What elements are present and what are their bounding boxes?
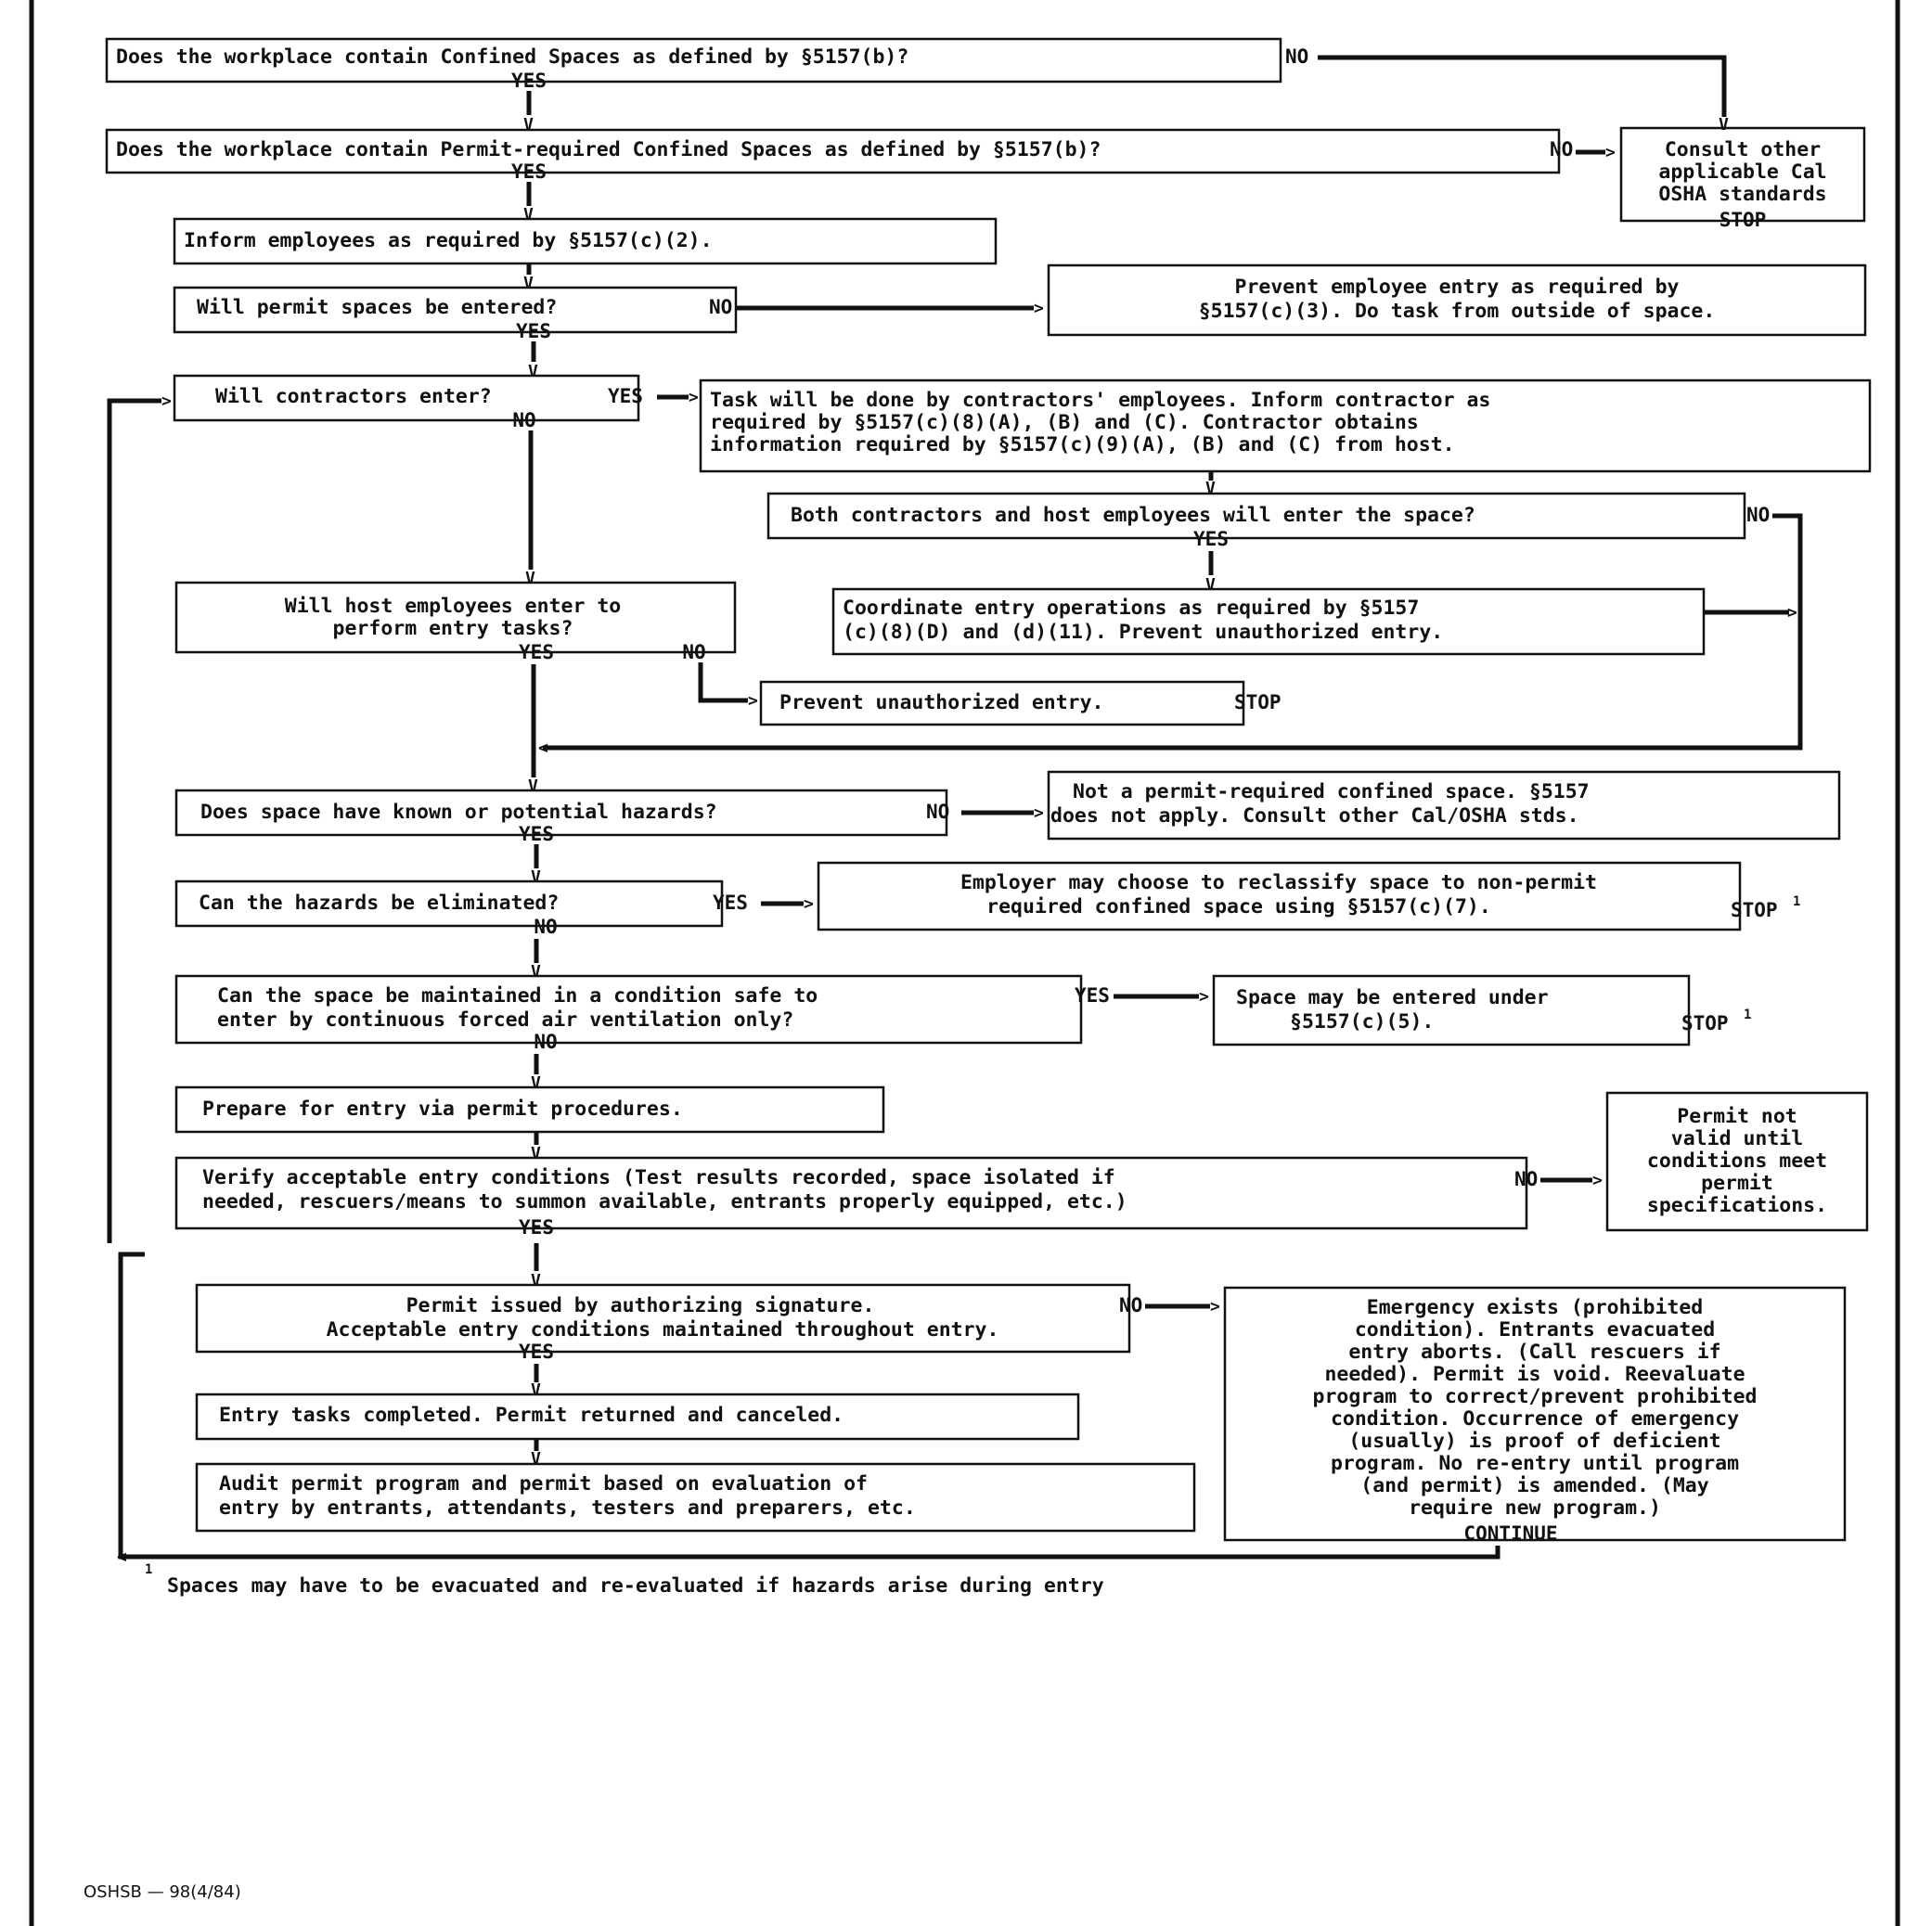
text-emergency-6: condition. Occurrence of emergency	[1330, 1407, 1740, 1431]
arrowhead-consult-top: V	[1719, 115, 1729, 135]
label-no-permit-issued: NO	[1119, 1294, 1143, 1316]
text-emergency-3: entry aborts. (Call rescuers if	[1348, 1341, 1721, 1364]
arrowhead-coordinate-bus: >	[1787, 603, 1797, 623]
arrowhead-permit-issued: V	[531, 1271, 541, 1290]
text-emergency-1: Emergency exists (prohibited	[1366, 1296, 1704, 1319]
arrowhead-audit: V	[531, 1449, 541, 1469]
arrowhead-merge-left: <	[538, 738, 548, 758]
label-no-q-both: NO	[1746, 504, 1771, 526]
text-consult-1: Consult other	[1664, 138, 1822, 161]
arrowhead-completed: V	[531, 1380, 541, 1400]
text-contractor-task-2: required by §5157(c)(8)(A), (B) and (C). Contractor obtains	[710, 411, 1419, 434]
text-consult-3: OSHA standards	[1658, 183, 1827, 206]
text-reclassify-1: Employer may choose to reclassify space to non-permit	[960, 871, 1598, 894]
label-stop-reclassify-sup: 1	[1793, 894, 1801, 909]
label-yes-q-eliminate: YES	[713, 892, 748, 914]
connector-q-confined-no	[1318, 58, 1724, 117]
text-q-both-1: Both contractors and host employees will enter the space?	[791, 504, 1475, 527]
label-stop-consult: STOP	[1719, 209, 1767, 231]
text-not-permit-2: does not apply. Consult other Cal/OSHA stds.	[1050, 804, 1579, 828]
label-no-q-hazards: NO	[926, 801, 950, 823]
arrowhead-loop-left: <	[117, 1547, 127, 1567]
label-yes-permit-issued: YES	[519, 1341, 554, 1363]
text-prevent-unauth-1: Prevent unauthorized entry.	[779, 691, 1104, 714]
text-completed-1: Entry tasks completed. Permit returned and canceled.	[219, 1404, 844, 1427]
text-emergency-5: program to correct/prevent prohibited	[1312, 1385, 1758, 1408]
label-yes-verify: YES	[519, 1216, 554, 1239]
label-yes-q-permit: YES	[511, 160, 547, 183]
arrowhead-prepare: V	[531, 1073, 541, 1093]
label-stop-enter-c5: STOP	[1681, 1012, 1729, 1034]
label-yes-q-both: YES	[1193, 528, 1229, 550]
connector-q-host-no	[701, 662, 748, 700]
label-yes-q-host: YES	[519, 641, 554, 663]
text-contractor-task-3: information required by §5157(c)(9)(A), (B) and (C) from host.	[710, 433, 1455, 456]
text-q-entered-1: Will permit spaces be entered?	[197, 296, 558, 319]
arrowhead-verify: V	[531, 1144, 541, 1163]
label-no-q-eliminate: NO	[534, 916, 558, 938]
arrowhead-enter-c5: >	[1199, 987, 1209, 1007]
arrowhead-q-host: V	[525, 569, 535, 588]
arrowhead-consult-left: >	[1605, 143, 1616, 162]
label-continue-emergency: CONTINUE	[1463, 1522, 1558, 1545]
arrowhead-prevent-entry: >	[1034, 299, 1044, 318]
label-no-q-ventilation: NO	[534, 1031, 558, 1053]
arrowhead-coordinate: V	[1205, 575, 1216, 595]
text-not-valid-1: Permit not	[1677, 1105, 1797, 1128]
text-contractor-task-1: Task will be done by contractors' employees. Inform contractor as	[710, 389, 1491, 412]
arrowhead-prevent-unauth: >	[748, 691, 758, 711]
text-permit-issued-2: Acceptable entry conditions maintained throughout entry.	[326, 1318, 999, 1342]
text-enter-c5-1: Space may be entered under	[1236, 986, 1549, 1009]
form-id: OSHSB — 98(4/84)	[84, 1882, 241, 1902]
text-q-ventilation-2: enter by continuous forced air ventilation only?	[217, 1008, 794, 1032]
text-emergency-10: require new program.)	[1409, 1496, 1661, 1520]
label-no-q-host: NO	[682, 641, 706, 663]
arrowhead-q-eliminate: V	[531, 867, 541, 887]
text-q-permit-1: Does the workplace contain Permit-required Confined Spaces as defined by §5157(b)?	[116, 138, 1101, 161]
text-not-permit-1: Not a permit-required confined space. §5157	[1073, 780, 1590, 803]
arrowhead-contractor-task: >	[689, 388, 699, 407]
text-coordinate-1: Coordinate entry operations as required by §5157	[843, 597, 1420, 620]
label-stop-reclassify: STOP	[1731, 899, 1778, 921]
text-verify-1: Verify acceptable entry conditions (Test results recorded, space isolated if	[202, 1166, 1115, 1189]
arrowhead-q-hazards: V	[528, 777, 538, 796]
text-not-valid-5: specifications.	[1646, 1194, 1828, 1217]
text-q-contractors-1: Will contractors enter?	[215, 385, 492, 408]
text-enter-c5-2: §5157(c)(5).	[1290, 1010, 1435, 1034]
text-q-confined-1: Does the workplace contain Confined Spaces as defined by §5157(b)?	[116, 45, 909, 69]
text-prepare-1: Prepare for entry via permit procedures.	[202, 1098, 683, 1121]
text-audit-2: entry by entrants, attendants, testers and preparers, etc.	[219, 1496, 916, 1520]
arrowhead-inform: V	[523, 205, 534, 225]
label-yes-q-entered: YES	[516, 320, 551, 342]
label-stop-enter-c5-sup: 1	[1744, 1008, 1752, 1022]
text-permit-issued-1: Permit issued by authorizing signature.	[406, 1294, 875, 1317]
text-q-host-1: Will host employees enter to	[284, 595, 622, 618]
label-no-q-confined: NO	[1285, 45, 1309, 68]
label-no-q-entered: NO	[709, 296, 733, 318]
arrowhead-q-ventilation: V	[531, 962, 541, 982]
text-not-valid-2: valid until	[1670, 1127, 1804, 1150]
text-emergency-7: (usually) is proof of deficient	[1348, 1430, 1721, 1453]
text-prevent-entry-2: §5157(c)(3). Do task from outside of space.	[1198, 300, 1716, 323]
text-q-ventilation-1: Can the space be maintained in a condition safe to	[217, 984, 818, 1008]
label-no-q-contractors: NO	[512, 409, 536, 431]
text-prevent-entry-1: Prevent employee entry as required by	[1234, 276, 1680, 299]
text-q-host-2: perform entry tasks?	[332, 617, 573, 640]
connector-loop-return	[109, 401, 161, 1243]
label-yes-q-hazards: YES	[519, 823, 554, 845]
text-reclassify-2: required confined space using §5157(c)(7).	[986, 895, 1491, 918]
arrowhead-not-valid: >	[1592, 1171, 1603, 1190]
text-not-valid-3: conditions meet	[1646, 1149, 1828, 1173]
footnote-text: Spaces may have to be evacuated and re-evaluated if hazards arise during entry	[167, 1574, 1104, 1598]
arrowhead-loop-return: >	[161, 392, 172, 411]
arrowhead-emergency: >	[1210, 1297, 1220, 1316]
text-consult-2: applicable Cal	[1658, 160, 1827, 184]
text-q-hazards-1: Does space have known or potential hazards?	[200, 801, 717, 824]
text-verify-2: needed, rescuers/means to summon available, entrants properly equipped, etc.)	[202, 1190, 1127, 1213]
footnote-marker: 1	[145, 1562, 153, 1577]
text-not-valid-4: permit	[1701, 1172, 1773, 1195]
text-emergency-4: needed). Permit is void. Reevaluate	[1324, 1363, 1745, 1386]
text-audit-1: Audit permit program and permit based on evaluation of	[219, 1472, 868, 1496]
text-coordinate-2: (c)(8)(D) and (d)(11). Prevent unauthorized entry.	[843, 621, 1444, 644]
arrowhead-q-permit: V	[523, 115, 534, 135]
arrowhead-q-entered: V	[523, 274, 534, 293]
arrowhead-q-both: V	[1205, 479, 1216, 498]
label-yes-q-ventilation: YES	[1075, 984, 1110, 1007]
label-no-q-permit: NO	[1550, 138, 1574, 160]
text-inform-1: Inform employees as required by §5157(c)(2).	[184, 229, 713, 252]
text-q-eliminate-1: Can the hazards be eliminated?	[199, 892, 560, 915]
arrowhead-reclassify: >	[804, 894, 814, 914]
label-no-verify: NO	[1514, 1168, 1539, 1190]
label-yes-q-confined: YES	[511, 70, 547, 92]
text-emergency-9: (and permit) is amended. (May	[1360, 1474, 1709, 1497]
text-emergency-2: condition). Entrants evacuated	[1354, 1318, 1716, 1342]
text-emergency-8: program. No re-entry until program	[1330, 1452, 1740, 1475]
label-yes-q-contractors: YES	[608, 385, 643, 407]
arrowhead-q-contractors: V	[528, 362, 538, 381]
label-stop-prevent-unauth: STOP	[1234, 691, 1282, 713]
arrowhead-not-permit: >	[1034, 803, 1044, 823]
